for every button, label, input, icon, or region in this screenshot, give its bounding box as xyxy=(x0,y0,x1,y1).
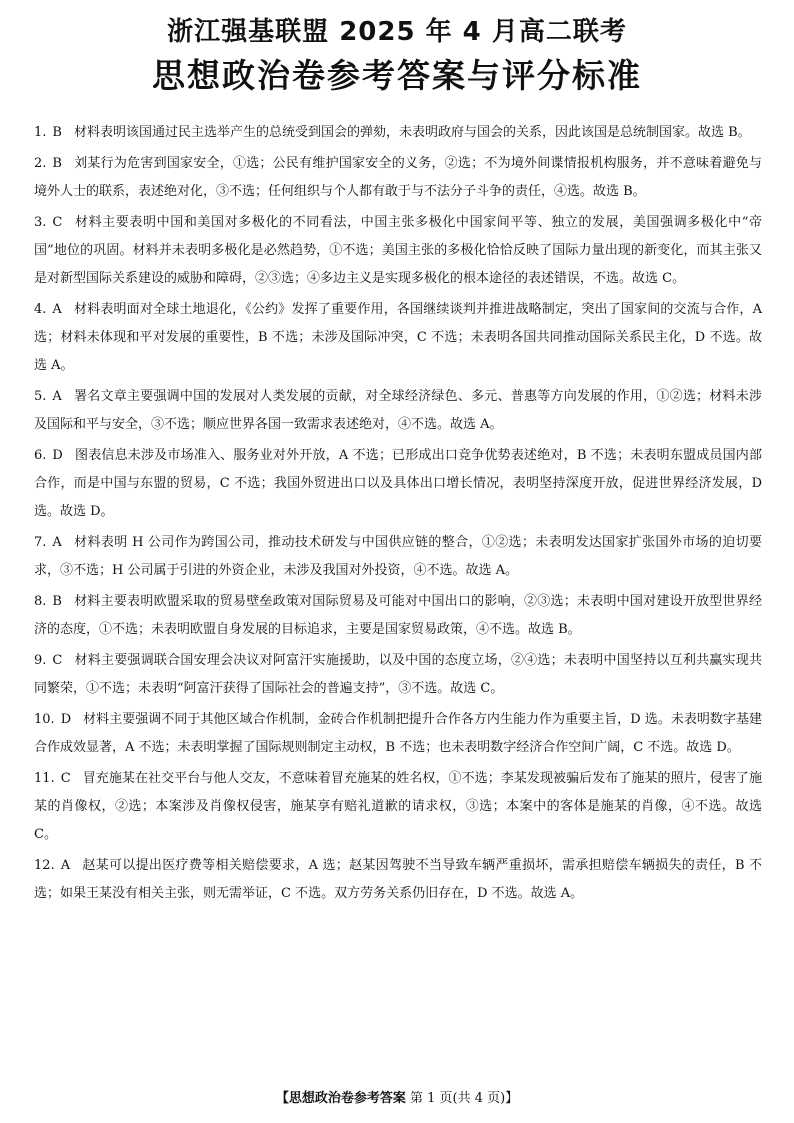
answer-explanation: 材料主要表明欧盟采取的贸易壁垒政策对国际贸易及可能对中国出口的影响，②③选；未表明中国对建设开放型世界经济的态度，①不选；未表明欧盟自身发展的目标追求，主要是国家贸易政策，④不选。故选 B。 xyxy=(34,594,762,637)
answer-letter: A xyxy=(60,858,71,873)
answer-letter: A xyxy=(52,302,62,317)
answer-item-7 xyxy=(34,529,762,585)
answer-item-9 xyxy=(34,647,762,703)
question-number: 2. xyxy=(34,156,47,171)
answer-explanation: 冒充施某在社交平台与他人交友，不意味着冒充施某的姓名权，①不选；李某发现被骗后发布了施某的照片，侵害了施某的肖像权，②选；本案涉及肖像权侵害，施某享有赔礼道歉的请求权，③选；本案中的客体是施某的肖像，④不选。故选 C。 xyxy=(34,771,762,842)
answer-letter: B xyxy=(52,125,62,140)
answer-letter: C xyxy=(60,771,71,786)
question-number: 4. xyxy=(34,302,47,317)
answer-item-11 xyxy=(34,765,762,849)
answer-letter: A xyxy=(52,389,62,404)
answer-explanation: 材料表明面对全球土地退化，《公约》发挥了重要作用，各国继续谈判并推进战略制定，突出了国家间的交流与合作，A 选；材料未体现和平对发展的重要性，B 不选；未涉及国际冲突，C 不选；未表明各国共同推动国际关系民主化，D 不选。故选 A。 xyxy=(34,302,762,373)
answer-explanation: 图表信息未涉及市场准入、服务业对外开放，A 不选；已形成出口竞争优势表述绝对，B 不选；未表明东盟成员国内部合作，而是中国与东盟的贸易，C 不选；我国外贸进出口以及具体出口增长情况，表明坚持深度开放，促进世界经济发展，D 选。故选 D。 xyxy=(34,448,762,519)
page-number: 第 1 页(共 4 页)】 xyxy=(409,1091,519,1106)
answer-list xyxy=(34,119,762,911)
question-number: 5. xyxy=(34,389,47,404)
answer-explanation: 材料主要强调不同于其他区域合作机制，金砖合作机制把提升合作各方内生能力作为重要主旨，D 选。未表明数字基建合作成效显著，A 不选；未表明掌握了国际规则制定主动权，B 不选；也未表明数字经济合作空间广阔，C 不选。故选 D。 xyxy=(34,712,762,755)
question-number: 12. xyxy=(34,858,55,873)
answer-item-10 xyxy=(34,706,762,762)
question-number: 3. xyxy=(34,215,47,230)
answer-letter: A xyxy=(52,535,62,550)
question-number: 9. xyxy=(34,653,47,668)
answer-item-1 xyxy=(34,119,762,147)
page-footer xyxy=(0,1089,794,1109)
answer-letter: C xyxy=(52,215,63,230)
footer-label: 【思想政治卷参考答案 xyxy=(275,1091,406,1106)
question-number: 8. xyxy=(34,594,47,609)
answer-item-6 xyxy=(34,442,762,526)
answer-explanation: 赵某可以提出医疗费等相关赔偿要求，A 选；赵某因驾驶不当导致车辆严重损坏，需承担赔偿车辆损失的责任，B 不选；如果王某没有相关主张，则无需举证，C 不选。双方劳务关系仍旧存在，D 不选。故选 A。 xyxy=(34,858,762,901)
question-number: 10. xyxy=(34,712,55,727)
answer-explanation: 材料主要表明中国和美国对多极化的不同看法，中国主张多极化中国家间平等、独立的发展，美国强调多极化中“帝国”地位的巩固。材料并未表明多极化是必然趋势，①不选；美国主张的多极化恰恰反映了国际力量出现的新变化，而其主张又是对新型国际关系建设的威胁和障碍，②③选；④多边主义是实现多极化的根本途径的表述错误，不选。故选 C。 xyxy=(34,215,762,286)
answer-item-3 xyxy=(34,209,762,293)
answer-letter: C xyxy=(52,653,63,668)
exam-title: 浙江强基联盟 2025 年 4 月高二联考 xyxy=(167,17,627,47)
answer-item-5 xyxy=(34,383,762,439)
answer-item-8 xyxy=(34,588,762,644)
question-number: 11. xyxy=(34,771,55,786)
answer-explanation: 刘某行为危害到国家安全，①选；公民有维护国家安全的义务，②选；不为境外间谍情报机构服务，并不意味着避免与境外人士的联系，表述绝对化，③不选；任何组织与个人都有敢于与不法分子斗争的责任，④选。故选 B。 xyxy=(34,156,762,199)
question-number: 7. xyxy=(34,535,47,550)
answer-explanation: 署名文章主要强调中国的发展对人类发展的贡献，对全球经济绿色、多元、普惠等方向发展的作用，①②选；材料未涉及国际和平与安全，③不选；顺应世界各国一致需求表述绝对，④不选。故选 A。 xyxy=(34,389,762,432)
answer-explanation: 材料表明 H 公司作为跨国公司，推动技术研发与中国供应链的整合，①②选；未表明发达国家扩张国外市场的迫切要求，③不选；H 公司属于引进的外资企业，未涉及我国对外投资，④不选。故选 A。 xyxy=(34,535,762,578)
answer-item-4 xyxy=(34,296,762,380)
answer-item-2 xyxy=(34,150,762,206)
document-title: 思想政治卷参考答案与评分标准 xyxy=(152,56,642,95)
answer-letter: B xyxy=(52,156,62,171)
question-number: 1. xyxy=(34,125,47,140)
answer-letter: B xyxy=(52,594,62,609)
question-number: 6. xyxy=(34,448,47,463)
answer-explanation: 材料主要强调联合国安理会决议对阿富汗实施援助，以及中国的态度立场，②④选；未表明中国坚持以互利共赢实现共同繁荣，①不选；未表明“阿富汗获得了国际社会的普遍支持”，③不选。故选 C。 xyxy=(34,653,762,696)
answer-letter: D xyxy=(60,712,72,727)
answer-explanation: 材料表明该国通过民主选举产生的总统受到国会的弹劾，未表明政府与国会的关系，因此该国是总统制国家。故选 B。 xyxy=(73,125,751,140)
answer-letter: D xyxy=(52,448,63,463)
answer-item-12 xyxy=(34,852,762,908)
